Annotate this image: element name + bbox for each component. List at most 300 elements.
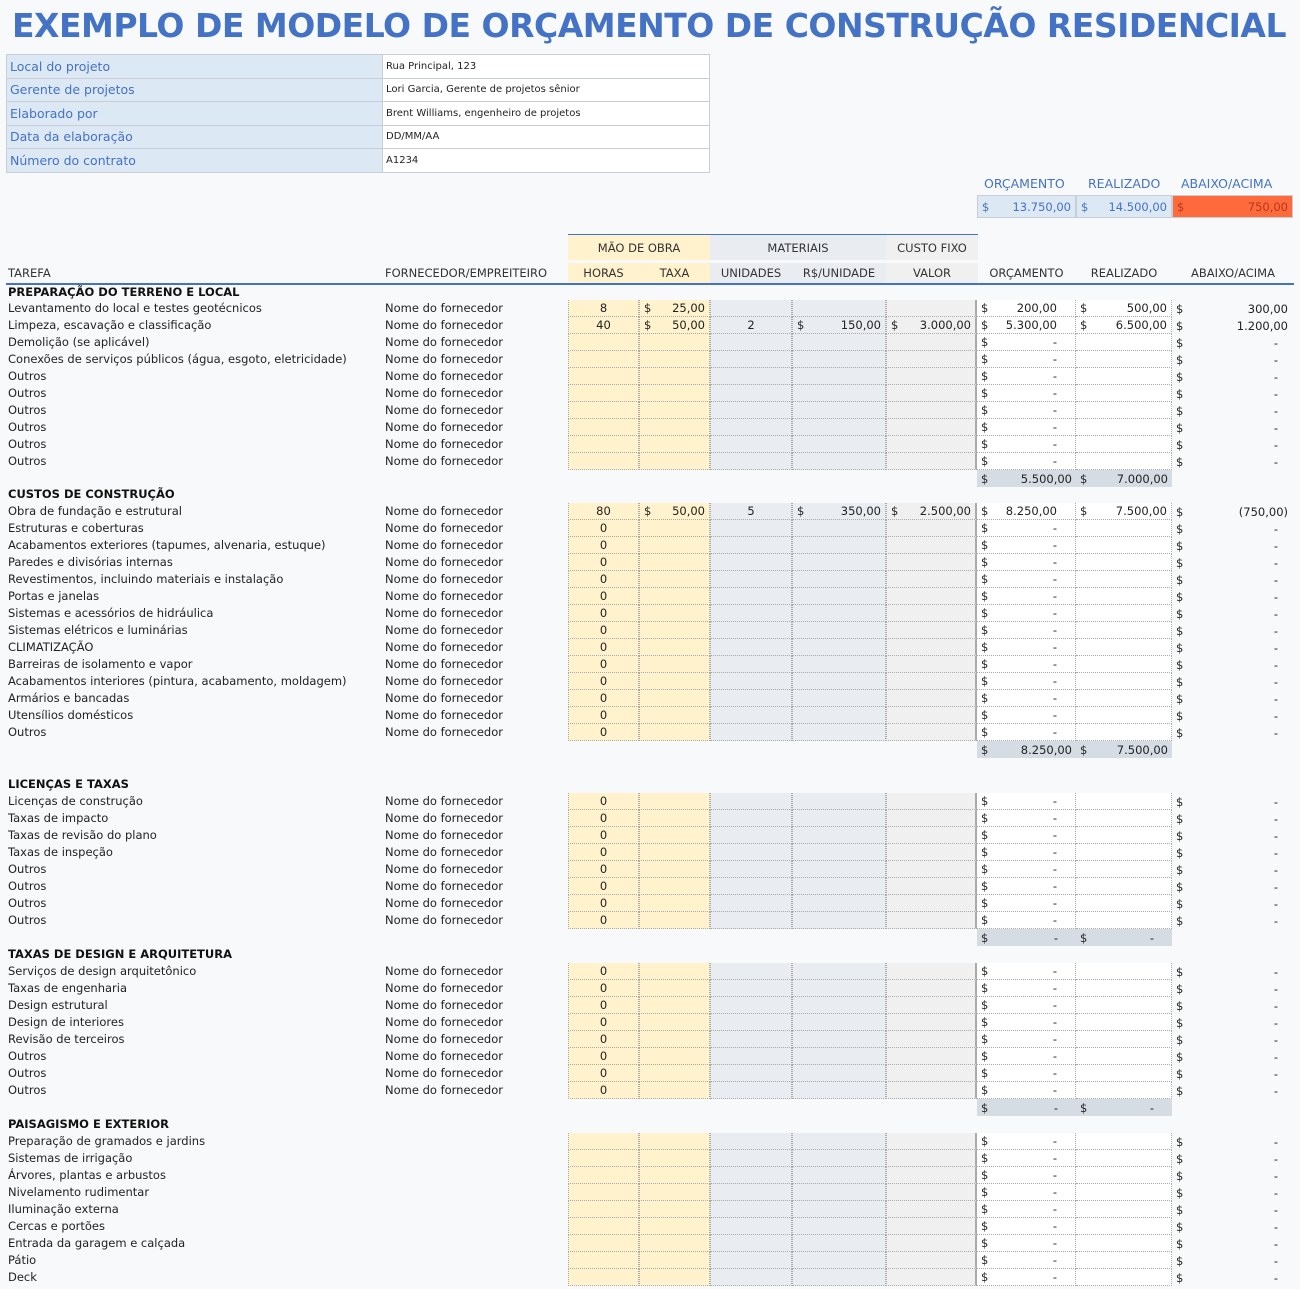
hours-cell[interactable] xyxy=(568,997,639,1014)
fixed-cost-cell[interactable] xyxy=(886,912,977,929)
rate-cell[interactable] xyxy=(639,419,710,436)
price-per-unit-cell[interactable] xyxy=(792,537,886,554)
units-cell[interactable] xyxy=(710,402,792,419)
units-cell[interactable] xyxy=(710,368,792,385)
units-cell[interactable] xyxy=(710,1031,792,1048)
price-per-unit-cell[interactable] xyxy=(792,334,886,351)
rate-cell[interactable] xyxy=(639,588,710,605)
units-cell[interactable] xyxy=(710,503,792,520)
info-value[interactable]: Brent Williams, engenheiro de projetos xyxy=(383,102,710,126)
task-name[interactable]: Entrada da garagem e calçada xyxy=(8,1236,186,1250)
task-name[interactable]: Sistemas de irrigação xyxy=(8,1151,133,1165)
hours-cell[interactable] xyxy=(568,1167,639,1184)
rate-cell[interactable] xyxy=(639,1218,710,1235)
task-name[interactable]: Limpeza, escavação e classificação xyxy=(8,318,212,332)
vendor-name[interactable]: Nome do fornecedor xyxy=(385,521,503,535)
info-value[interactable]: Rua Principal, 123 xyxy=(383,55,710,79)
hours-cell[interactable] xyxy=(568,861,639,878)
fixed-cost-cell[interactable] xyxy=(886,1184,977,1201)
rate-cell[interactable] xyxy=(639,1048,710,1065)
task-name[interactable]: Outros xyxy=(8,369,47,383)
fixed-cost-cell[interactable] xyxy=(886,1269,977,1286)
vendor-name[interactable]: Nome do fornecedor xyxy=(385,1015,503,1029)
hours-cell[interactable] xyxy=(568,571,639,588)
vendor-name[interactable]: Nome do fornecedor xyxy=(385,403,503,417)
task-name[interactable]: Deck xyxy=(8,1270,37,1284)
rate-cell[interactable] xyxy=(639,300,710,317)
rate-cell[interactable] xyxy=(639,980,710,997)
hours-cell[interactable] xyxy=(568,1031,639,1048)
price-per-unit-cell[interactable] xyxy=(792,1133,886,1150)
task-name[interactable]: Utensílios domésticos xyxy=(8,708,134,722)
hours-cell[interactable] xyxy=(568,1082,639,1099)
vendor-name[interactable]: Nome do fornecedor xyxy=(385,1032,503,1046)
actual-cell[interactable] xyxy=(1076,861,1172,878)
actual-cell[interactable] xyxy=(1076,912,1172,929)
price-per-unit-cell[interactable] xyxy=(792,1048,886,1065)
task-name[interactable]: Pátio xyxy=(8,1253,37,1267)
fixed-cost-cell[interactable] xyxy=(886,554,977,571)
units-cell[interactable] xyxy=(710,571,792,588)
fixed-cost-cell[interactable] xyxy=(886,300,977,317)
fixed-cost-cell[interactable] xyxy=(886,317,977,334)
vendor-name[interactable]: Nome do fornecedor xyxy=(385,640,503,654)
rate-cell[interactable] xyxy=(639,605,710,622)
actual-cell[interactable] xyxy=(1076,639,1172,656)
hours-cell[interactable] xyxy=(568,690,639,707)
vendor-name[interactable]: Nome do fornecedor xyxy=(385,1049,503,1063)
price-per-unit-cell[interactable] xyxy=(792,385,886,402)
units-cell[interactable] xyxy=(710,963,792,980)
fixed-cost-cell[interactable] xyxy=(886,351,977,368)
units-cell[interactable] xyxy=(710,1150,792,1167)
price-per-unit-cell[interactable] xyxy=(792,605,886,622)
task-name[interactable]: Taxas de impacto xyxy=(8,811,109,825)
task-name[interactable]: Design de interiores xyxy=(8,1015,124,1029)
price-per-unit-cell[interactable] xyxy=(792,827,886,844)
rate-cell[interactable] xyxy=(639,707,710,724)
rate-cell[interactable] xyxy=(639,656,710,673)
task-name[interactable]: Iluminação externa xyxy=(8,1202,119,1216)
fixed-cost-cell[interactable] xyxy=(886,1014,977,1031)
vendor-name[interactable]: Nome do fornecedor xyxy=(385,318,503,332)
fixed-cost-cell[interactable] xyxy=(886,810,977,827)
rate-cell[interactable] xyxy=(639,554,710,571)
task-name[interactable]: Outros xyxy=(8,913,47,927)
price-per-unit-cell[interactable] xyxy=(792,793,886,810)
fixed-cost-cell[interactable] xyxy=(886,419,977,436)
rate-cell[interactable] xyxy=(639,453,710,470)
rate-cell[interactable] xyxy=(639,861,710,878)
task-name[interactable]: Revisão de terceiros xyxy=(8,1032,125,1046)
fixed-cost-cell[interactable] xyxy=(886,588,977,605)
units-cell[interactable] xyxy=(710,1048,792,1065)
price-per-unit-cell[interactable] xyxy=(792,980,886,997)
rate-cell[interactable] xyxy=(639,844,710,861)
actual-cell[interactable] xyxy=(1076,385,1172,402)
rate-cell[interactable] xyxy=(639,1031,710,1048)
units-cell[interactable] xyxy=(710,895,792,912)
rate-cell[interactable] xyxy=(639,963,710,980)
units-cell[interactable] xyxy=(710,385,792,402)
price-per-unit-cell[interactable] xyxy=(792,554,886,571)
task-name[interactable]: Sistemas elétricos e luminárias xyxy=(8,623,188,637)
actual-cell[interactable] xyxy=(1076,1133,1172,1150)
vendor-name[interactable]: Nome do fornecedor xyxy=(385,369,503,383)
vendor-name[interactable]: Nome do fornecedor xyxy=(385,301,503,315)
vendor-name[interactable]: Nome do fornecedor xyxy=(385,504,503,518)
fixed-cost-cell[interactable] xyxy=(886,1252,977,1269)
task-name[interactable]: Outros xyxy=(8,386,47,400)
rate-cell[interactable] xyxy=(639,1014,710,1031)
rate-cell[interactable] xyxy=(639,1252,710,1269)
units-cell[interactable] xyxy=(710,980,792,997)
rate-cell[interactable] xyxy=(639,827,710,844)
price-per-unit-cell[interactable] xyxy=(792,861,886,878)
units-cell[interactable] xyxy=(710,1184,792,1201)
actual-cell[interactable] xyxy=(1076,436,1172,453)
vendor-name[interactable]: Nome do fornecedor xyxy=(385,879,503,893)
actual-cell[interactable] xyxy=(1076,334,1172,351)
units-cell[interactable] xyxy=(710,622,792,639)
vendor-name[interactable]: Nome do fornecedor xyxy=(385,674,503,688)
hours-cell[interactable] xyxy=(568,1133,639,1150)
price-per-unit-cell[interactable] xyxy=(792,656,886,673)
actual-cell[interactable] xyxy=(1076,1150,1172,1167)
actual-cell[interactable] xyxy=(1076,707,1172,724)
price-per-unit-cell[interactable] xyxy=(792,1252,886,1269)
task-name[interactable]: Estruturas e coberturas xyxy=(8,521,144,535)
fixed-cost-cell[interactable] xyxy=(886,622,977,639)
units-cell[interactable] xyxy=(710,1133,792,1150)
vendor-name[interactable]: Nome do fornecedor xyxy=(385,913,503,927)
task-name[interactable]: Armários e bancadas xyxy=(8,691,130,705)
task-name[interactable]: Outros xyxy=(8,1049,47,1063)
vendor-name[interactable]: Nome do fornecedor xyxy=(385,623,503,637)
vendor-name[interactable]: Nome do fornecedor xyxy=(385,691,503,705)
actual-cell[interactable] xyxy=(1076,793,1172,810)
hours-cell[interactable] xyxy=(568,1235,639,1252)
price-per-unit-cell[interactable] xyxy=(792,1269,886,1286)
hours-cell[interactable] xyxy=(568,1218,639,1235)
price-per-unit-cell[interactable] xyxy=(792,571,886,588)
actual-cell[interactable] xyxy=(1076,810,1172,827)
actual-cell[interactable] xyxy=(1076,368,1172,385)
price-per-unit-cell[interactable] xyxy=(792,1235,886,1252)
units-cell[interactable] xyxy=(710,300,792,317)
units-cell[interactable] xyxy=(710,334,792,351)
actual-cell[interactable] xyxy=(1076,878,1172,895)
hours-cell[interactable] xyxy=(568,588,639,605)
vendor-name[interactable]: Nome do fornecedor xyxy=(385,538,503,552)
task-name[interactable]: Outros xyxy=(8,454,47,468)
actual-cell[interactable] xyxy=(1076,554,1172,571)
fixed-cost-cell[interactable] xyxy=(886,980,977,997)
price-per-unit-cell[interactable] xyxy=(792,707,886,724)
hours-cell[interactable] xyxy=(568,707,639,724)
vendor-name[interactable]: Nome do fornecedor xyxy=(385,572,503,586)
task-name[interactable]: Obra de fundação e estrutural xyxy=(8,504,182,518)
task-name[interactable]: Taxas de inspeção xyxy=(8,845,113,859)
rate-cell[interactable] xyxy=(639,997,710,1014)
units-cell[interactable] xyxy=(710,827,792,844)
rate-cell[interactable] xyxy=(639,571,710,588)
fixed-cost-cell[interactable] xyxy=(886,639,977,656)
vendor-name[interactable]: Nome do fornecedor xyxy=(385,811,503,825)
task-name[interactable]: Demolição (se aplicável) xyxy=(8,335,150,349)
actual-cell[interactable] xyxy=(1076,571,1172,588)
hours-cell[interactable] xyxy=(568,436,639,453)
info-value[interactable]: Lori Garcia, Gerente de projetos sênior xyxy=(383,78,710,102)
hours-cell[interactable] xyxy=(568,622,639,639)
fixed-cost-cell[interactable] xyxy=(886,656,977,673)
hours-cell[interactable] xyxy=(568,844,639,861)
actual-cell[interactable] xyxy=(1076,690,1172,707)
fixed-cost-cell[interactable] xyxy=(886,571,977,588)
vendor-name[interactable]: Nome do fornecedor xyxy=(385,589,503,603)
rate-cell[interactable] xyxy=(639,1269,710,1286)
units-cell[interactable] xyxy=(710,1167,792,1184)
hours-cell[interactable] xyxy=(568,605,639,622)
actual-cell[interactable] xyxy=(1076,1065,1172,1082)
units-cell[interactable] xyxy=(710,588,792,605)
units-cell[interactable] xyxy=(710,861,792,878)
units-cell[interactable] xyxy=(710,724,792,741)
rate-cell[interactable] xyxy=(639,317,710,334)
price-per-unit-cell[interactable] xyxy=(792,503,886,520)
hours-cell[interactable] xyxy=(568,639,639,656)
price-per-unit-cell[interactable] xyxy=(792,690,886,707)
hours-cell[interactable] xyxy=(568,1150,639,1167)
vendor-name[interactable]: Nome do fornecedor xyxy=(385,606,503,620)
units-cell[interactable] xyxy=(710,656,792,673)
task-name[interactable]: Barreiras de isolamento e vapor xyxy=(8,657,193,671)
actual-cell[interactable] xyxy=(1076,1031,1172,1048)
price-per-unit-cell[interactable] xyxy=(792,963,886,980)
fixed-cost-cell[interactable] xyxy=(886,453,977,470)
rate-cell[interactable] xyxy=(639,673,710,690)
hours-cell[interactable] xyxy=(568,402,639,419)
task-name[interactable]: Revestimentos, incluindo materiais e instalação xyxy=(8,572,284,586)
fixed-cost-cell[interactable] xyxy=(886,861,977,878)
units-cell[interactable] xyxy=(710,1269,792,1286)
hours-cell[interactable] xyxy=(568,724,639,741)
task-name[interactable]: Outros xyxy=(8,403,47,417)
fixed-cost-cell[interactable] xyxy=(886,997,977,1014)
hours-cell[interactable] xyxy=(568,368,639,385)
hours-cell[interactable] xyxy=(568,878,639,895)
actual-cell[interactable] xyxy=(1076,402,1172,419)
hours-cell[interactable] xyxy=(568,827,639,844)
fixed-cost-cell[interactable] xyxy=(886,1133,977,1150)
rate-cell[interactable] xyxy=(639,724,710,741)
units-cell[interactable] xyxy=(710,639,792,656)
hours-cell[interactable] xyxy=(568,300,639,317)
actual-cell[interactable] xyxy=(1076,317,1172,334)
actual-cell[interactable] xyxy=(1076,351,1172,368)
price-per-unit-cell[interactable] xyxy=(792,1082,886,1099)
units-cell[interactable] xyxy=(710,554,792,571)
units-cell[interactable] xyxy=(710,453,792,470)
actual-cell[interactable] xyxy=(1076,1082,1172,1099)
fixed-cost-cell[interactable] xyxy=(886,402,977,419)
fixed-cost-cell[interactable] xyxy=(886,1235,977,1252)
price-per-unit-cell[interactable] xyxy=(792,1014,886,1031)
actual-cell[interactable] xyxy=(1076,1252,1172,1269)
actual-cell[interactable] xyxy=(1076,1014,1172,1031)
units-cell[interactable] xyxy=(710,436,792,453)
price-per-unit-cell[interactable] xyxy=(792,453,886,470)
task-name[interactable]: Paredes e divisórias internas xyxy=(8,555,173,569)
vendor-name[interactable]: Nome do fornecedor xyxy=(385,420,503,434)
price-per-unit-cell[interactable] xyxy=(792,912,886,929)
task-name[interactable]: Levantamento do local e testes geotécnicos xyxy=(8,301,262,315)
task-name[interactable]: Acabamentos exteriores (tapumes, alvenaria, estuque) xyxy=(8,538,326,552)
task-name[interactable]: Outros xyxy=(8,862,47,876)
task-name[interactable]: Serviços de design arquitetônico xyxy=(8,964,197,978)
price-per-unit-cell[interactable] xyxy=(792,724,886,741)
units-cell[interactable] xyxy=(710,810,792,827)
hours-cell[interactable] xyxy=(568,334,639,351)
rate-cell[interactable] xyxy=(639,436,710,453)
vendor-name[interactable]: Nome do fornecedor xyxy=(385,725,503,739)
fixed-cost-cell[interactable] xyxy=(886,1218,977,1235)
price-per-unit-cell[interactable] xyxy=(792,402,886,419)
actual-cell[interactable] xyxy=(1076,622,1172,639)
actual-cell[interactable] xyxy=(1076,588,1172,605)
fixed-cost-cell[interactable] xyxy=(886,537,977,554)
units-cell[interactable] xyxy=(710,1065,792,1082)
price-per-unit-cell[interactable] xyxy=(792,1150,886,1167)
hours-cell[interactable] xyxy=(568,554,639,571)
units-cell[interactable] xyxy=(710,878,792,895)
hours-cell[interactable] xyxy=(568,1065,639,1082)
actual-cell[interactable] xyxy=(1076,1167,1172,1184)
rate-cell[interactable] xyxy=(639,810,710,827)
fixed-cost-cell[interactable] xyxy=(886,673,977,690)
rate-cell[interactable] xyxy=(639,368,710,385)
rate-cell[interactable] xyxy=(639,385,710,402)
rate-cell[interactable] xyxy=(639,537,710,554)
rate-cell[interactable] xyxy=(639,912,710,929)
rate-cell[interactable] xyxy=(639,690,710,707)
price-per-unit-cell[interactable] xyxy=(792,622,886,639)
actual-cell[interactable] xyxy=(1076,300,1172,317)
price-per-unit-cell[interactable] xyxy=(792,895,886,912)
fixed-cost-cell[interactable] xyxy=(886,1167,977,1184)
vendor-name[interactable]: Nome do fornecedor xyxy=(385,352,503,366)
hours-cell[interactable] xyxy=(568,1201,639,1218)
vendor-name[interactable]: Nome do fornecedor xyxy=(385,828,503,842)
hours-cell[interactable] xyxy=(568,656,639,673)
units-cell[interactable] xyxy=(710,351,792,368)
units-cell[interactable] xyxy=(710,1014,792,1031)
fixed-cost-cell[interactable] xyxy=(886,895,977,912)
price-per-unit-cell[interactable] xyxy=(792,368,886,385)
task-name[interactable]: Taxas de engenharia xyxy=(8,981,128,995)
fixed-cost-cell[interactable] xyxy=(886,520,977,537)
rate-cell[interactable] xyxy=(639,622,710,639)
fixed-cost-cell[interactable] xyxy=(886,793,977,810)
actual-cell[interactable] xyxy=(1076,656,1172,673)
actual-cell[interactable] xyxy=(1076,1218,1172,1235)
fixed-cost-cell[interactable] xyxy=(886,878,977,895)
vendor-name[interactable]: Nome do fornecedor xyxy=(385,1066,503,1080)
rate-cell[interactable] xyxy=(639,639,710,656)
fixed-cost-cell[interactable] xyxy=(886,503,977,520)
rate-cell[interactable] xyxy=(639,351,710,368)
units-cell[interactable] xyxy=(710,690,792,707)
price-per-unit-cell[interactable] xyxy=(792,419,886,436)
fixed-cost-cell[interactable] xyxy=(886,1048,977,1065)
rate-cell[interactable] xyxy=(639,878,710,895)
hours-cell[interactable] xyxy=(568,385,639,402)
rate-cell[interactable] xyxy=(639,1065,710,1082)
units-cell[interactable] xyxy=(710,793,792,810)
units-cell[interactable] xyxy=(710,912,792,929)
task-name[interactable]: Cercas e portões xyxy=(8,1219,106,1233)
fixed-cost-cell[interactable] xyxy=(886,1082,977,1099)
actual-cell[interactable] xyxy=(1076,605,1172,622)
actual-cell[interactable] xyxy=(1076,673,1172,690)
task-name[interactable]: Nivelamento rudimentar xyxy=(8,1185,150,1199)
units-cell[interactable] xyxy=(710,1082,792,1099)
rate-cell[interactable] xyxy=(639,503,710,520)
fixed-cost-cell[interactable] xyxy=(886,1031,977,1048)
info-value[interactable]: DD/MM/AA xyxy=(383,125,710,149)
price-per-unit-cell[interactable] xyxy=(792,588,886,605)
vendor-name[interactable]: Nome do fornecedor xyxy=(385,896,503,910)
price-per-unit-cell[interactable] xyxy=(792,997,886,1014)
hours-cell[interactable] xyxy=(568,980,639,997)
fixed-cost-cell[interactable] xyxy=(886,707,977,724)
fixed-cost-cell[interactable] xyxy=(886,690,977,707)
price-per-unit-cell[interactable] xyxy=(792,520,886,537)
hours-cell[interactable] xyxy=(568,317,639,334)
rate-cell[interactable] xyxy=(639,1184,710,1201)
vendor-name[interactable]: Nome do fornecedor xyxy=(385,386,503,400)
vendor-name[interactable]: Nome do fornecedor xyxy=(385,794,503,808)
fixed-cost-cell[interactable] xyxy=(886,827,977,844)
task-name[interactable]: Outros xyxy=(8,725,47,739)
fixed-cost-cell[interactable] xyxy=(886,963,977,980)
price-per-unit-cell[interactable] xyxy=(792,844,886,861)
hours-cell[interactable] xyxy=(568,793,639,810)
fixed-cost-cell[interactable] xyxy=(886,844,977,861)
units-cell[interactable] xyxy=(710,1218,792,1235)
price-per-unit-cell[interactable] xyxy=(792,1065,886,1082)
task-name[interactable]: Outros xyxy=(8,896,47,910)
price-per-unit-cell[interactable] xyxy=(792,317,886,334)
actual-cell[interactable] xyxy=(1076,419,1172,436)
rate-cell[interactable] xyxy=(639,1133,710,1150)
vendor-name[interactable]: Nome do fornecedor xyxy=(385,981,503,995)
price-per-unit-cell[interactable] xyxy=(792,1031,886,1048)
units-cell[interactable] xyxy=(710,673,792,690)
fixed-cost-cell[interactable] xyxy=(886,605,977,622)
task-name[interactable]: Outros xyxy=(8,420,47,434)
hours-cell[interactable] xyxy=(568,912,639,929)
hours-cell[interactable] xyxy=(568,1184,639,1201)
fixed-cost-cell[interactable] xyxy=(886,1150,977,1167)
vendor-name[interactable]: Nome do fornecedor xyxy=(385,335,503,349)
price-per-unit-cell[interactable] xyxy=(792,351,886,368)
actual-cell[interactable] xyxy=(1076,997,1172,1014)
hours-cell[interactable] xyxy=(568,503,639,520)
vendor-name[interactable]: Nome do fornecedor xyxy=(385,708,503,722)
task-name[interactable]: Portas e janelas xyxy=(8,589,100,603)
price-per-unit-cell[interactable] xyxy=(792,878,886,895)
